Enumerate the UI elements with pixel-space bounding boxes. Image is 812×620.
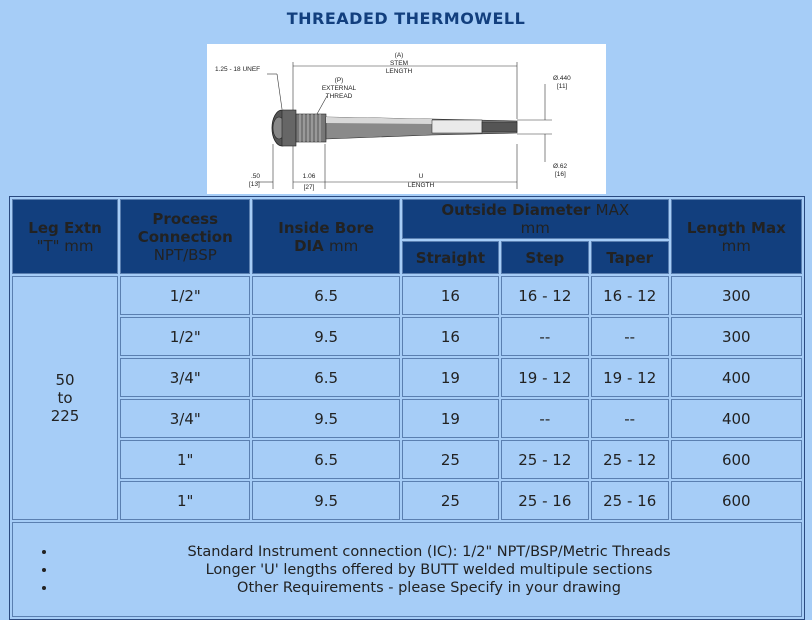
cell-step: 25 - 16 [501, 481, 589, 520]
cell-bore: 6.5 [252, 276, 400, 315]
thread-length-mm: [27] [303, 184, 315, 191]
leg-extn-range: 50 to 225 [12, 276, 118, 520]
cell-step: 19 - 12 [501, 358, 589, 397]
cell-connection: 1" [120, 481, 250, 520]
cell-step: 16 - 12 [501, 276, 589, 315]
cell-bore: 6.5 [252, 440, 400, 479]
header-length-max: Length Max mm [671, 199, 802, 274]
table-row [12, 317, 802, 356]
table-row [12, 276, 802, 315]
note-item: • Longer 'U' lengths offered by BUTT welded multipule sections [57, 561, 801, 579]
u-length-id: U [418, 173, 424, 180]
table-row [12, 399, 802, 438]
thread-spec-label: 1.25 - 18 UNEF [215, 66, 261, 73]
table-row [12, 481, 802, 520]
header-straight: Straight [402, 241, 499, 274]
cell-step: -- [501, 317, 589, 356]
spec-table [9, 196, 805, 620]
root-diameter-label: Ø.62 [553, 163, 568, 170]
cell-length: 400 [671, 399, 802, 438]
cell-step: 25 - 12 [501, 440, 589, 479]
cell-taper: -- [591, 317, 669, 356]
tip-diameter-label: Ø.440 [553, 75, 571, 82]
external-thread-label-2: THREAD [325, 93, 353, 100]
cell-bore: 9.5 [252, 399, 400, 438]
thread-length-label: 1.06 [302, 173, 316, 180]
note-item: • Other Requirements - please Specify in your drawing [57, 579, 801, 597]
page-title: THREADED THERMOWELL [286, 9, 526, 28]
cell-connection: 1/2" [120, 317, 250, 356]
cell-connection: 3/4" [120, 399, 250, 438]
external-thread-label: EXTERNAL [321, 85, 357, 92]
tip-diameter-mm: [11] [557, 83, 568, 90]
external-thread-id: (P) [334, 77, 344, 84]
cell-straight: 19 [402, 358, 499, 397]
cell-length: 600 [671, 440, 802, 479]
cell-length: 600 [671, 481, 802, 520]
cell-straight: 16 [402, 276, 499, 315]
cell-straight: 16 [402, 317, 499, 356]
cell-length: 400 [671, 358, 802, 397]
cell-straight: 25 [402, 440, 499, 479]
header-outside-diameter: Outside Diameter MAX mm [402, 199, 669, 239]
cell-taper: 25 - 12 [591, 440, 669, 479]
cell-straight: 19 [402, 399, 499, 438]
hex-length-label: .50 [251, 173, 261, 180]
cell-taper: 25 - 16 [591, 481, 669, 520]
header-inside-bore: Inside Bore DIA mm [252, 199, 400, 274]
cell-bore: 9.5 [252, 317, 400, 356]
header-taper: Taper [591, 241, 669, 274]
table-row [12, 358, 802, 397]
hex-length-mm: [13] [249, 181, 260, 188]
notes-list [13, 543, 801, 597]
cell-connection: 3/4" [120, 358, 250, 397]
header-step: Step [501, 241, 589, 274]
cell-taper: 19 - 12 [591, 358, 669, 397]
stem-length-label-2: LENGTH [385, 68, 413, 75]
cell-length: 300 [671, 276, 802, 315]
cell-bore: 6.5 [252, 358, 400, 397]
cell-taper: -- [591, 399, 669, 438]
cell-straight: 25 [402, 481, 499, 520]
header-process-connection: Process Connection NPT/BSP [120, 199, 250, 274]
header-leg-extn: Leg Extn "T" mm [12, 199, 118, 274]
thermowell-drawing [207, 44, 606, 194]
cell-bore: 9.5 [252, 481, 400, 520]
cell-taper: 16 - 12 [591, 276, 669, 315]
stem-length-label: STEM [389, 60, 409, 67]
notes-cell [12, 522, 802, 617]
cell-connection: 1/2" [120, 276, 250, 315]
note-item: • Standard Instrument connection (IC): 1/2" NPT/BSP/Metric Threads [57, 543, 801, 561]
root-diameter-mm: [16] [555, 171, 566, 178]
thermowell-diagram [207, 44, 606, 194]
table-row [12, 440, 802, 479]
stem-length-id: (A) [394, 52, 404, 59]
cell-connection: 1" [120, 440, 250, 479]
u-length-label: LENGTH [407, 182, 435, 189]
cell-step: -- [501, 399, 589, 438]
cell-length: 300 [671, 317, 802, 356]
